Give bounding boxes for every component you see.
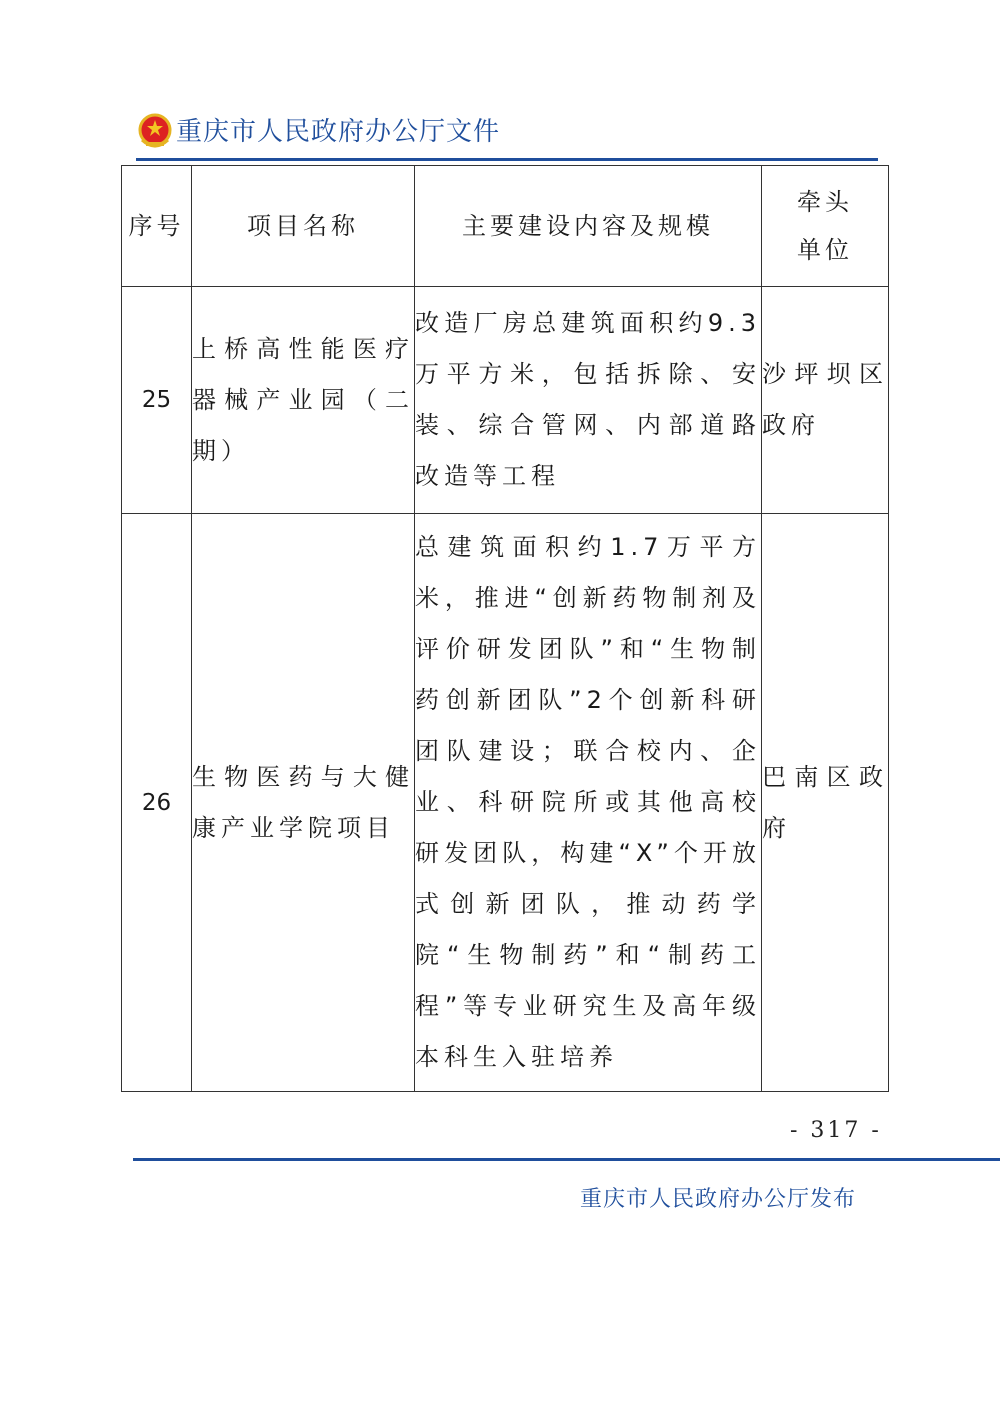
header-lead: 牵头单位	[762, 166, 889, 287]
row-name: 上桥高性能医疗器械产业园（二期）	[192, 287, 415, 514]
header-content: 主要建设内容及规模	[415, 166, 762, 287]
row-content: 改造厂房总建筑面积约9.3万平方米，包括拆除、安装、综合管网、内部道路改造等工程	[415, 287, 762, 514]
footer-publisher: 重庆市人民政府办公厅发布	[580, 1187, 857, 1212]
project-table	[121, 165, 889, 1092]
header-title: 重庆市人民政府办公厅文件	[176, 117, 501, 147]
table-header-row	[122, 166, 889, 287]
header-rule	[136, 158, 878, 161]
header-name: 项目名称	[192, 166, 415, 287]
header-no: 序号	[122, 166, 192, 287]
row-no: 25	[122, 287, 192, 514]
table-row	[122, 287, 889, 514]
table-row	[122, 514, 889, 1092]
national-emblem-icon	[136, 112, 174, 152]
row-no: 26	[122, 514, 192, 1092]
footer-rule	[133, 1158, 1000, 1161]
row-content: 总建筑面积约1.7万平方米，推进“创新药物制剂及评价研发团队”和“生物制药创新团队”2个创新科研团队建设；联合校内、企业、科研院所或其他高校研发团队，构建“X”个开放式创新团队，推动药学院“生物制药”和“制药工程”等专业研究生及高年级本科生入驻培养	[415, 514, 762, 1092]
row-lead: 沙坪坝区政府	[762, 287, 889, 514]
row-lead: 巴南区政府	[762, 514, 889, 1092]
page-number: - 317 -	[790, 1118, 882, 1143]
row-name: 生物医药与大健康产业学院项目	[192, 514, 415, 1092]
